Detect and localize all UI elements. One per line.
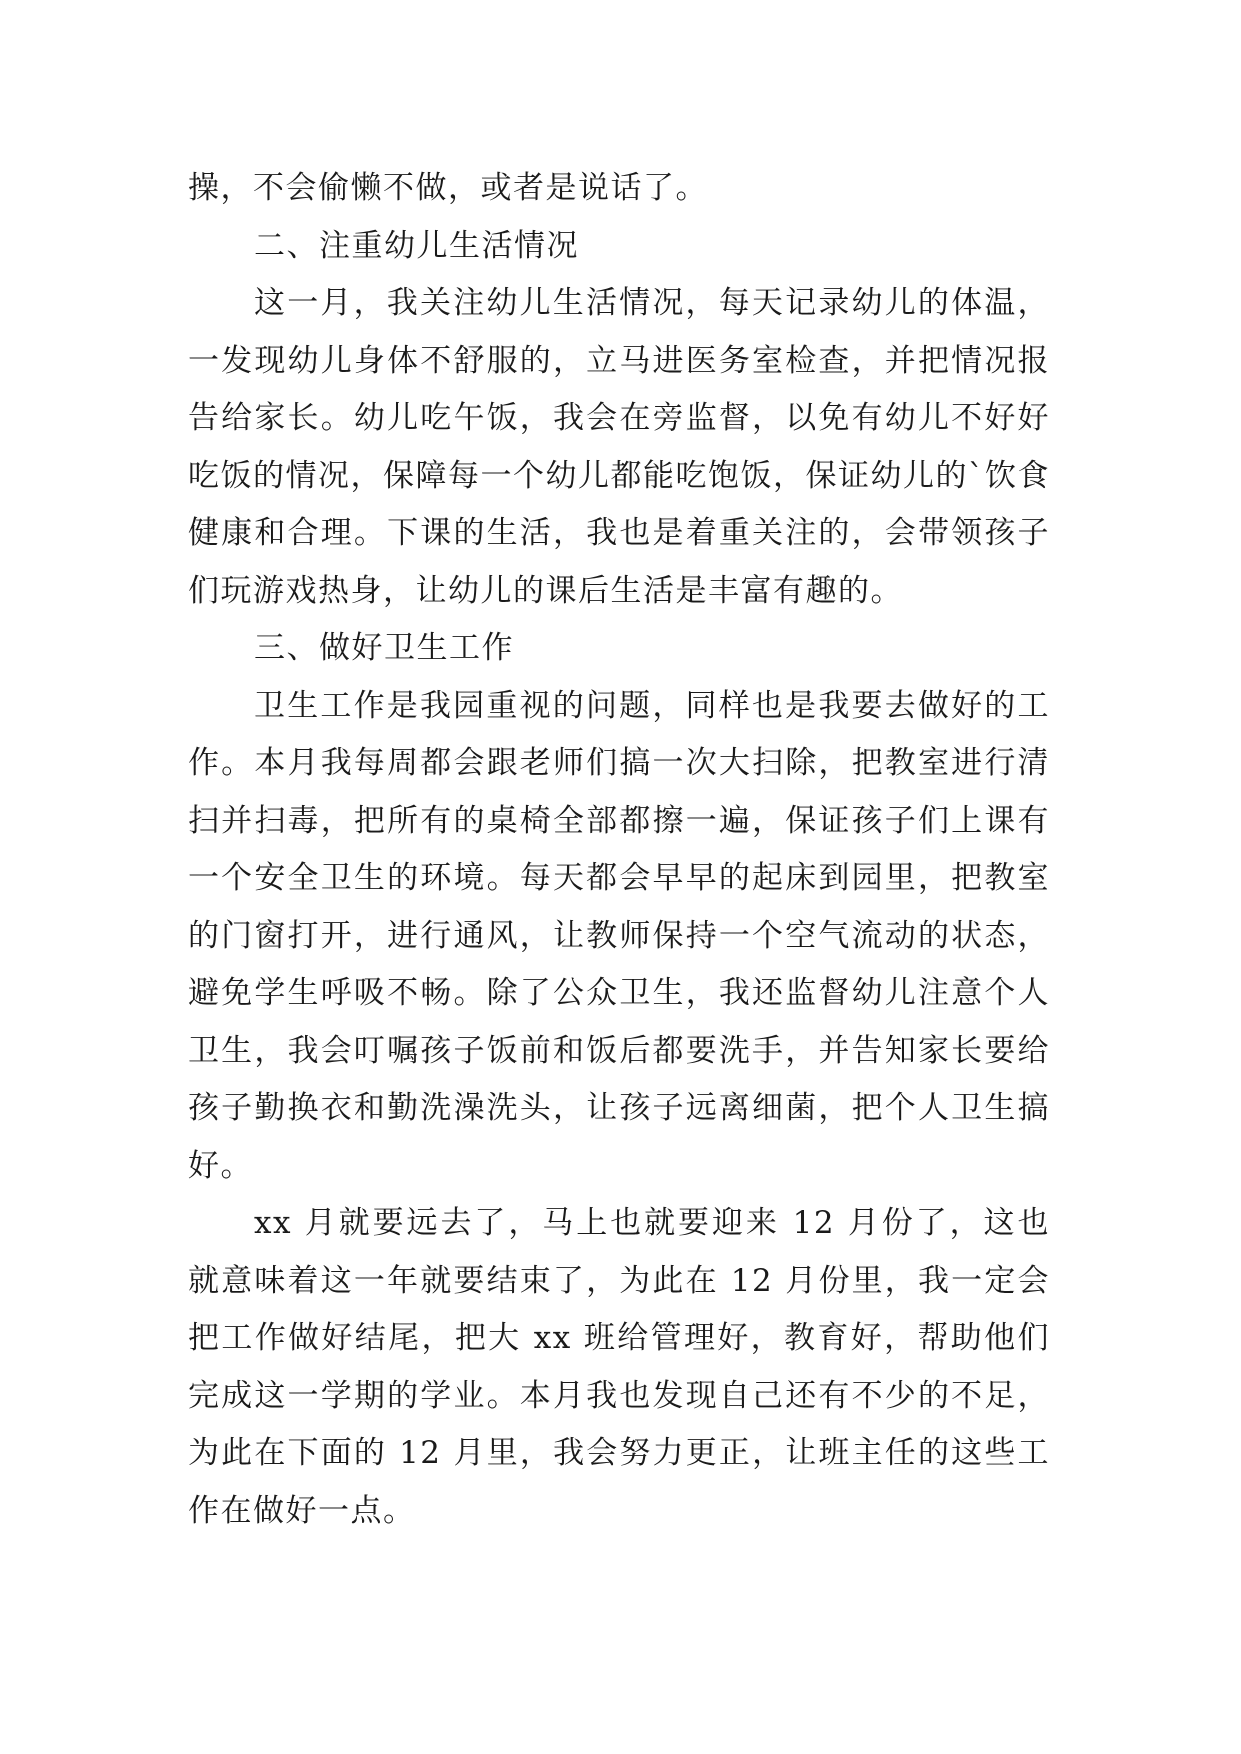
paragraph-hygiene: 卫生工作是我园重视的问题，同样也是我要去做好的工作。本月我每周都会跟老师们搞一次大扫除，把教室进行清扫并扫毒，把所有的桌椅全部都擦一遍，保证孩子们上课有一个安全卫生的环境。每天都会早早的起床到园里，把教室的门窗打开，进行通风，让教师保持一个空气流动的状态，避免学生呼吸不畅。除了公众卫生，我还监督幼儿注意个人卫生，我会叮嘱孩子饭前和饭后都要洗手，并告知家长要给孩子勤换衣和勤洗澡洗头，让孩子远离细菌，把个人卫生搞好。	[188, 687, 1050, 1184]
section-heading-3: 三、做好卫生工作	[254, 630, 514, 666]
paragraph-continuation: 操，不会偷懒不做，或者是说话了。	[188, 170, 708, 206]
section-heading-2: 二、注重幼儿生活情况	[254, 227, 579, 264]
paragraph-life-care: 这一月，我关注幼儿生活情况，每天记录幼儿的体温，一发现幼儿身体不舒服的，立马进医务室检查，并把情况报告给家长。幼儿吃午饭，我会在旁监督，以免有幼儿不好好吃饭的情况，保障每一个幼儿都能吃饱饭，保证幼儿的`饮食健康和合理。下课的生活，我也是着重关注的，会带领孩子们玩游戏热身，让幼儿的课后生活是丰富有趣的。	[188, 285, 1050, 609]
paragraph-conclusion: xx 月就要远去了，马上也就要迎来 12 月份了，这也就意味着这一年就要结束了，为此在 12 月份里，我一定会把工作做好结尾，把大 xx 班给管理好，教育好，帮助他们完成这一学期的学业。本月我也发现自己还有不少的不足，为此在下面的 12 月里，我会努力更正，让班主任的这些工作在做好一点。	[188, 1205, 1050, 1529]
document-body	[188, 160, 1050, 1540]
